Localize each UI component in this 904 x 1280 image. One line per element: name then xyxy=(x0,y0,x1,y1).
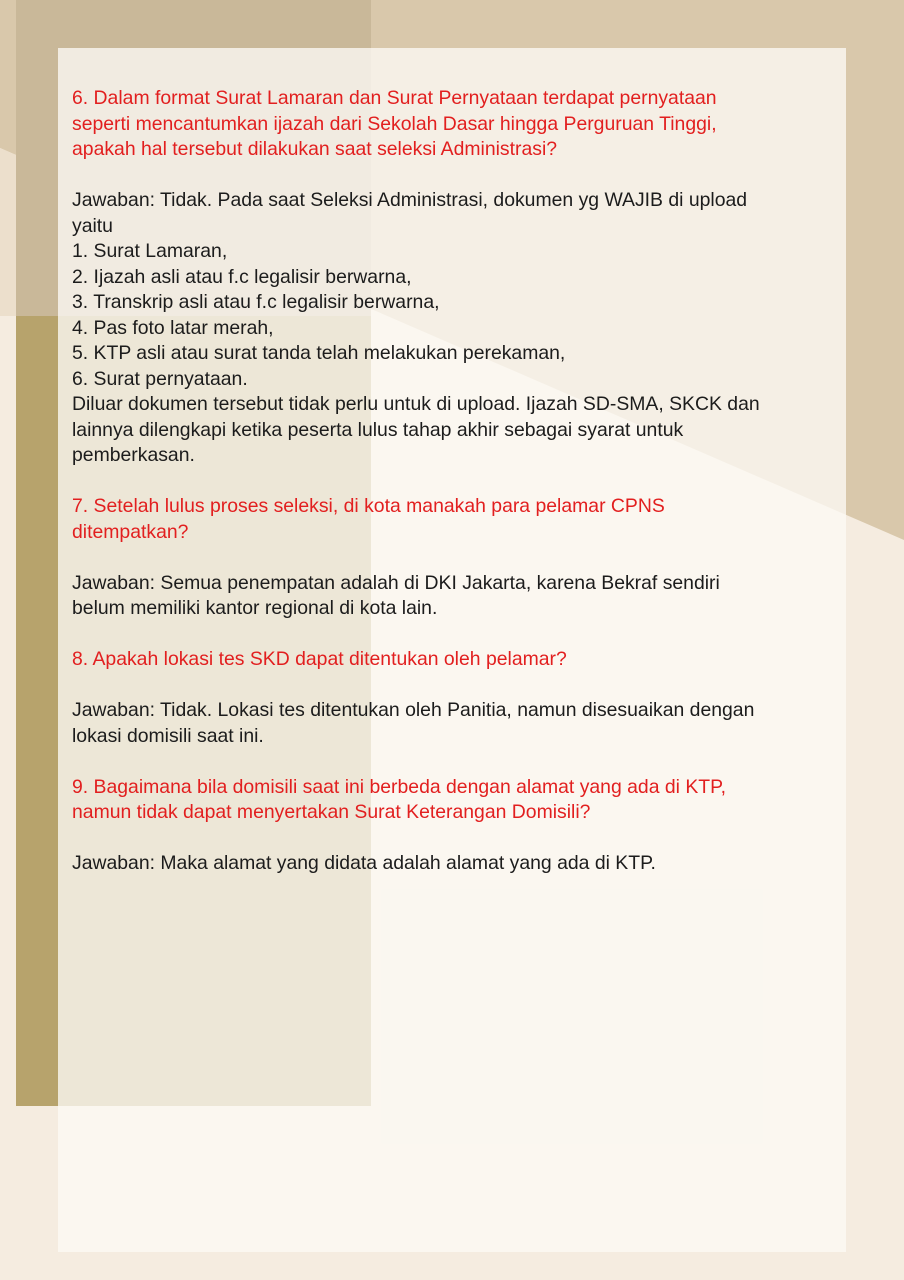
list-item: 1. Surat Lamaran, xyxy=(72,240,228,262)
list-item: 6. Surat pernyataan. xyxy=(72,367,248,390)
faq-content xyxy=(72,86,838,877)
question-7: 7. Setelah lulus proses seleksi, di kota manakah para pelamar CPNS ditempatkan? xyxy=(72,495,665,543)
answer-9: Jawaban: Maka alamat yang didata adalah alamat yang ada di KTP. xyxy=(72,852,656,874)
list-item: 3. Transkrip asli atau f.c legalisir berwarna, xyxy=(72,291,440,313)
answer-6: Jawaban: Tidak. Pada saat Seleksi Administrasi, dokumen yg WAJIB di upload yaitu 1. Surat Lamaran, 2. Ijazah asli atau f.c legalisir berwarna, 3. Transkrip asli atau f.c legalisir berwarna, 4. Pas foto latar merah, 5. KTP asli atau surat tanda telah melakukan perekaman, 6. Surat pernyataan. Diluar dokumen tersebut tidak perlu untuk di upload. Ijazah SD-SMA, SKCK dan lainnya dilengkapi ketika peserta lulus tahap akhir sebagai syarat untuk pemberkasan. xyxy=(72,188,838,469)
answer-8: Jawaban: Tidak. Lokasi tes ditentukan oleh Panitia, namun disesuaikan dengan lokasi domisili saat ini. xyxy=(72,699,755,747)
list-item: 2. Ijazah asli atau f.c legalisir berwarna, xyxy=(72,265,412,288)
question-6: 6. Dalam format Surat Lamaran dan Surat Pernyataan terdapat pernyataan seperti mencantumkan ijazah dari Sekolah Dasar hingga Perguruan Tinggi, apakah hal tersebut dilakukan saat seleksi Administrasi? xyxy=(72,87,717,160)
question-8: 8. Apakah lokasi tes SKD dapat ditentukan oleh pelamar? xyxy=(72,648,567,670)
question-9: 9. Bagaimana bila domisili saat ini berbeda dengan alamat yang ada di KTP, namun tidak dapat menyertakan Surat Keterangan Domisili? xyxy=(72,775,726,823)
list-item: 5. KTP asli atau surat tanda telah melakukan perekaman, xyxy=(72,342,566,364)
list-item: 4. Pas foto latar merah, xyxy=(72,316,274,339)
answer-7: Jawaban: Semua penempatan adalah di DKI Jakarta, karena Bekraf sendiri belum memiliki kantor regional di kota lain. xyxy=(72,571,720,619)
